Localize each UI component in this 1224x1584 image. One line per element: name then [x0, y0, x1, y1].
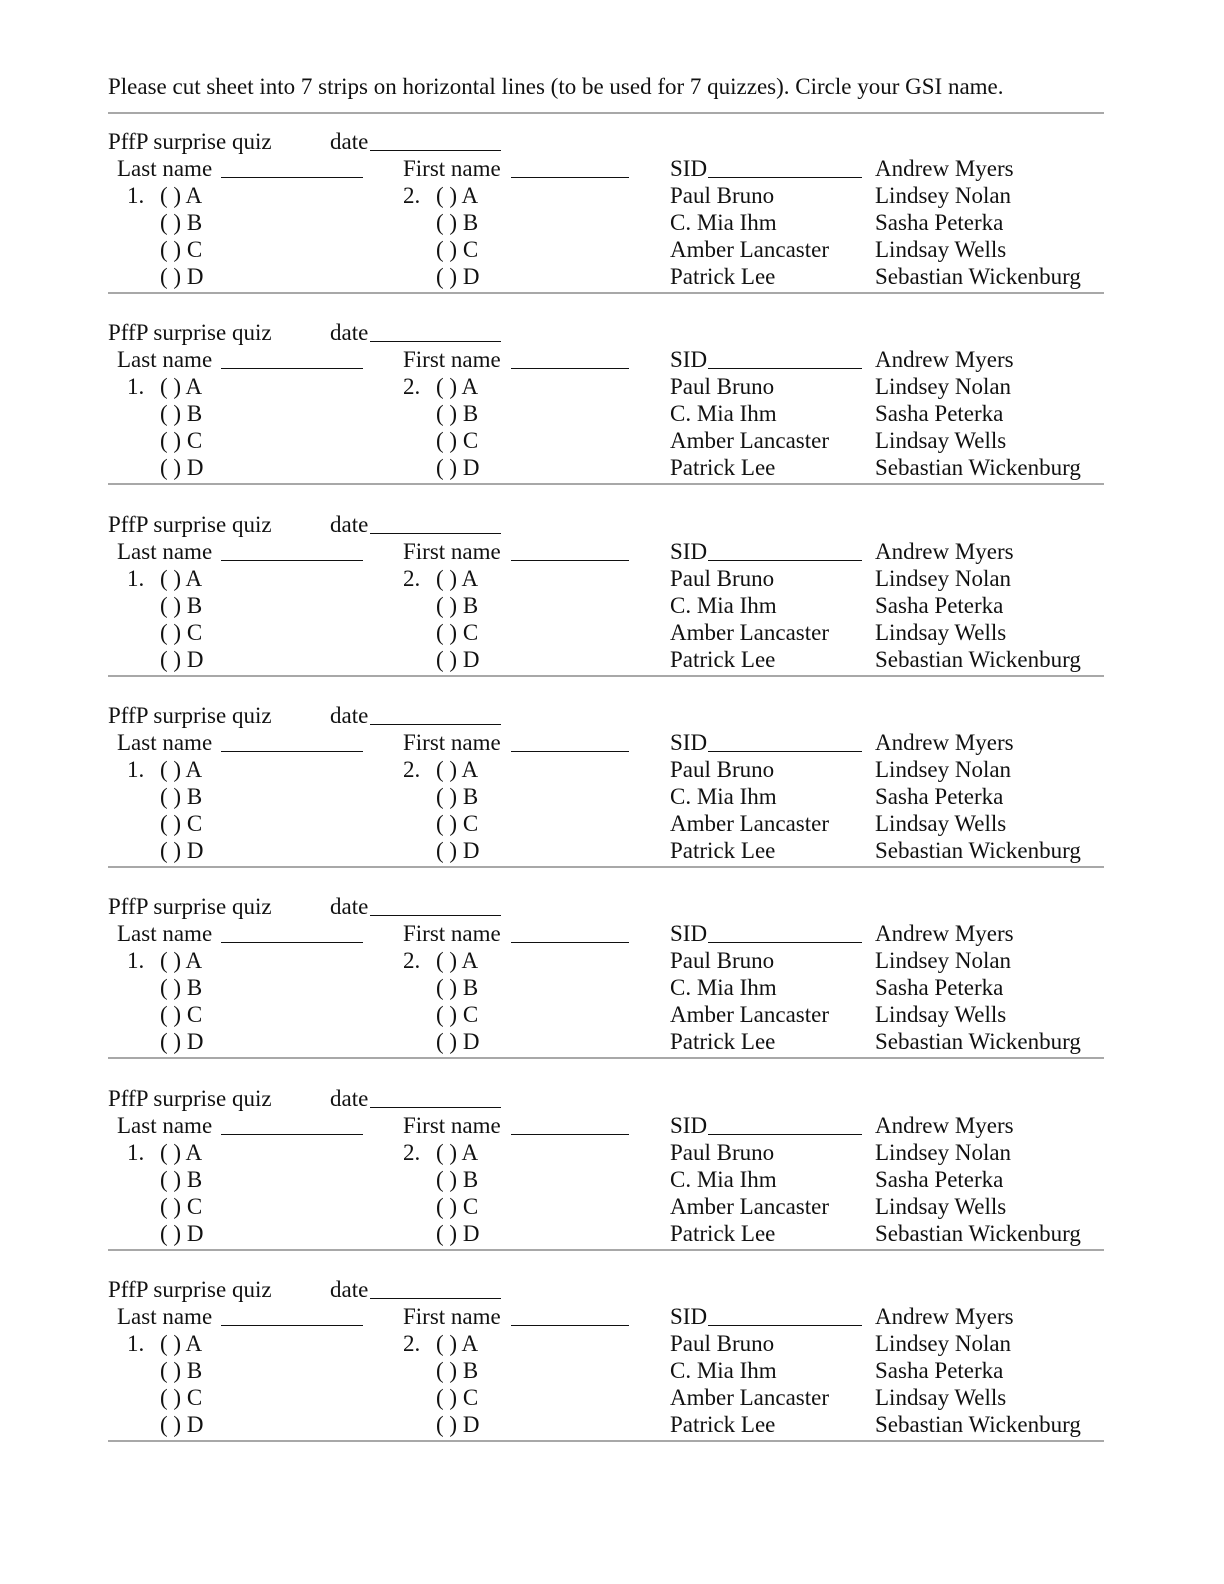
question-1-choice-d[interactable]: ( ) D — [160, 1221, 204, 1246]
last-name-blank[interactable] — [221, 1134, 363, 1135]
question-1-number: 1. — [127, 374, 145, 399]
sid-label: SID — [670, 539, 708, 564]
gsi-name[interactable]: Andrew Myers — [875, 539, 1014, 564]
question-1-number: 1. — [127, 566, 145, 591]
gsi-name[interactable]: Sebastian Wickenburg — [875, 647, 1081, 672]
cut-line — [108, 675, 1104, 677]
question-2-choice-c[interactable]: ( ) C — [436, 811, 479, 836]
gsi-name[interactable]: Sebastian Wickenburg — [875, 1221, 1081, 1246]
question-2-number: 2. — [403, 948, 421, 973]
date-blank[interactable] — [370, 1298, 501, 1299]
gsi-name[interactable]: Sasha Peterka — [875, 784, 1004, 809]
gsi-name[interactable]: Andrew Myers — [875, 730, 1014, 755]
question-2-choice-c[interactable]: ( ) C — [436, 1002, 479, 1027]
quiz-strip — [0, 497, 1224, 688]
gsi-name[interactable]: Lindsey Nolan — [875, 948, 1012, 973]
first-name-blank[interactable] — [511, 751, 629, 752]
question-2-choice-a[interactable]: ( ) A — [436, 1331, 479, 1356]
first-name-label: First name — [403, 1304, 501, 1329]
sid-blank[interactable] — [708, 942, 862, 943]
question-1-choice-d[interactable]: ( ) D — [160, 1029, 204, 1054]
first-name-label: First name — [403, 730, 501, 755]
gsi-name[interactable]: Patrick Lee — [670, 1221, 776, 1246]
gsi-name[interactable]: Andrew Myers — [875, 347, 1014, 372]
gsi-name[interactable]: Paul Bruno — [670, 183, 775, 208]
question-2-choice-c[interactable]: ( ) C — [436, 428, 479, 453]
gsi-name[interactable]: Sebastian Wickenburg — [875, 455, 1081, 480]
gsi-name[interactable]: Sebastian Wickenburg — [875, 1029, 1081, 1054]
gsi-name[interactable]: Sasha Peterka — [875, 593, 1004, 618]
gsi-name[interactable]: C. Mia Ihm — [670, 1167, 777, 1192]
question-2-choice-b[interactable]: ( ) B — [436, 401, 479, 426]
quiz-title: PffP surprise quiz — [108, 703, 272, 728]
quiz-title: PffP surprise quiz — [108, 129, 272, 154]
gsi-name[interactable]: Lindsay Wells — [875, 1002, 1007, 1027]
gsi-name[interactable]: Lindsey Nolan — [875, 1140, 1012, 1165]
question-2-choice-d[interactable]: ( ) D — [436, 838, 480, 863]
date-blank[interactable] — [370, 915, 501, 916]
cut-line — [108, 1440, 1104, 1442]
first-name-label: First name — [403, 539, 501, 564]
gsi-name[interactable]: Lindsey Nolan — [875, 374, 1012, 399]
gsi-name[interactable]: Lindsay Wells — [875, 811, 1007, 836]
first-name-blank[interactable] — [511, 368, 629, 369]
quiz-title: PffP surprise quiz — [108, 512, 272, 537]
cut-instructions: Please cut sheet into 7 strips on horizontal lines (to be used for 7 quizzes). Circle your GSI name. — [108, 74, 1004, 99]
question-1-choice-c[interactable]: ( ) C — [160, 1194, 203, 1219]
question-1-choice-b[interactable]: ( ) B — [160, 1358, 203, 1383]
gsi-name[interactable]: C. Mia Ihm — [670, 975, 777, 1000]
question-1-number: 1. — [127, 1140, 145, 1165]
first-name-blank[interactable] — [511, 942, 629, 943]
gsi-name[interactable]: Sebastian Wickenburg — [875, 838, 1081, 863]
first-name-label: First name — [403, 921, 501, 946]
question-2-choice-a[interactable]: ( ) A — [436, 1140, 479, 1165]
quiz-strip — [0, 688, 1224, 879]
cut-line — [108, 292, 1104, 294]
gsi-name[interactable]: Sasha Peterka — [875, 975, 1004, 1000]
last-name-blank[interactable] — [221, 368, 363, 369]
sid-label: SID — [670, 730, 708, 755]
gsi-name[interactable]: Amber Lancaster — [670, 811, 830, 836]
question-2-number: 2. — [403, 1140, 421, 1165]
gsi-name[interactable]: Patrick Lee — [670, 455, 776, 480]
question-2-choice-a[interactable]: ( ) A — [436, 757, 479, 782]
question-2-choice-d[interactable]: ( ) D — [436, 1412, 480, 1437]
gsi-name[interactable]: Patrick Lee — [670, 264, 776, 289]
question-1-choice-a[interactable]: ( ) A — [160, 183, 203, 208]
quiz-strip — [0, 114, 1224, 305]
first-name-blank[interactable] — [511, 1325, 629, 1326]
quiz-strip — [0, 1262, 1224, 1453]
question-1-choice-b[interactable]: ( ) B — [160, 1167, 203, 1192]
question-1-number: 1. — [127, 1331, 145, 1356]
question-1-choice-c[interactable]: ( ) C — [160, 1385, 203, 1410]
quiz-strip — [0, 879, 1224, 1070]
question-2-choice-d[interactable]: ( ) D — [436, 1221, 480, 1246]
date-label: date — [330, 1277, 369, 1302]
question-1-choice-a[interactable]: ( ) A — [160, 757, 203, 782]
question-1-choice-a[interactable]: ( ) A — [160, 566, 203, 591]
gsi-name[interactable]: Patrick Lee — [670, 647, 776, 672]
last-name-blank[interactable] — [221, 751, 363, 752]
question-2-number: 2. — [403, 183, 421, 208]
question-1-choice-d[interactable]: ( ) D — [160, 455, 204, 480]
cut-line — [108, 1057, 1104, 1059]
question-2-choice-d[interactable]: ( ) D — [436, 1029, 480, 1054]
gsi-name[interactable]: Amber Lancaster — [670, 1385, 830, 1410]
quiz-title: PffP surprise quiz — [108, 894, 272, 919]
quiz-title: PffP surprise quiz — [108, 320, 272, 345]
last-name-label: Last name — [117, 921, 213, 946]
first-name-blank[interactable] — [511, 177, 629, 178]
cut-line — [108, 483, 1104, 485]
sid-label: SID — [670, 347, 708, 372]
date-label: date — [330, 894, 369, 919]
sid-blank[interactable] — [708, 1134, 862, 1135]
question-1-choice-c[interactable]: ( ) C — [160, 620, 203, 645]
quiz-strip — [0, 305, 1224, 496]
question-2-choice-c[interactable]: ( ) C — [436, 1194, 479, 1219]
first-name-label: First name — [403, 1113, 501, 1138]
date-blank[interactable] — [370, 341, 501, 342]
question-1-choice-a[interactable]: ( ) A — [160, 1140, 203, 1165]
question-2-choice-d[interactable]: ( ) D — [436, 647, 480, 672]
date-blank[interactable] — [370, 533, 501, 534]
gsi-name[interactable]: Paul Bruno — [670, 374, 775, 399]
gsi-name[interactable]: Paul Bruno — [670, 1331, 775, 1356]
question-1-choice-d[interactable]: ( ) D — [160, 647, 204, 672]
sid-blank[interactable] — [708, 751, 862, 752]
gsi-name[interactable]: Patrick Lee — [670, 1412, 776, 1437]
gsi-name[interactable]: Andrew Myers — [875, 1304, 1014, 1329]
question-2-choice-a[interactable]: ( ) A — [436, 183, 479, 208]
cut-line — [108, 866, 1104, 868]
sid-label: SID — [670, 921, 708, 946]
question-1-choice-d[interactable]: ( ) D — [160, 264, 204, 289]
gsi-name[interactable]: Lindsay Wells — [875, 237, 1007, 262]
date-label: date — [330, 512, 369, 537]
sid-label: SID — [670, 1113, 708, 1138]
question-1-number: 1. — [127, 948, 145, 973]
last-name-blank[interactable] — [221, 560, 363, 561]
gsi-name[interactable]: Lindsey Nolan — [875, 757, 1012, 782]
date-label: date — [330, 703, 369, 728]
gsi-name[interactable]: Paul Bruno — [670, 1140, 775, 1165]
date-blank[interactable] — [370, 150, 501, 151]
question-2-choice-b[interactable]: ( ) B — [436, 1167, 479, 1192]
gsi-name[interactable]: C. Mia Ihm — [670, 784, 777, 809]
gsi-name[interactable]: Paul Bruno — [670, 566, 775, 591]
date-blank[interactable] — [370, 1107, 501, 1108]
gsi-name[interactable]: Sasha Peterka — [875, 1167, 1004, 1192]
quiz-title: PffP surprise quiz — [108, 1277, 272, 1302]
date-label: date — [330, 1086, 369, 1111]
gsi-name[interactable]: Amber Lancaster — [670, 1194, 830, 1219]
question-2-choice-d[interactable]: ( ) D — [436, 455, 480, 480]
question-1-choice-b[interactable]: ( ) B — [160, 784, 203, 809]
gsi-name[interactable]: Sasha Peterka — [875, 210, 1004, 235]
sid-blank[interactable] — [708, 560, 862, 561]
last-name-blank[interactable] — [221, 942, 363, 943]
gsi-name[interactable]: Sebastian Wickenburg — [875, 1412, 1081, 1437]
last-name-blank[interactable] — [221, 177, 363, 178]
gsi-name[interactable]: Lindsey Nolan — [875, 1331, 1012, 1356]
gsi-name[interactable]: Sasha Peterka — [875, 1358, 1004, 1383]
question-2-choice-c[interactable]: ( ) C — [436, 237, 479, 262]
question-1-choice-c[interactable]: ( ) C — [160, 428, 203, 453]
gsi-name[interactable]: Sasha Peterka — [875, 401, 1004, 426]
date-label: date — [330, 129, 369, 154]
question-1-choice-c[interactable]: ( ) C — [160, 811, 203, 836]
question-1-choice-b[interactable]: ( ) B — [160, 210, 203, 235]
date-label: date — [330, 320, 369, 345]
last-name-label: Last name — [117, 156, 213, 181]
gsi-name[interactable]: Sebastian Wickenburg — [875, 264, 1081, 289]
last-name-blank[interactable] — [221, 1325, 363, 1326]
sid-blank[interactable] — [708, 1325, 862, 1326]
question-1-number: 1. — [127, 183, 145, 208]
question-1-choice-a[interactable]: ( ) A — [160, 1331, 203, 1356]
sid-blank[interactable] — [708, 368, 862, 369]
gsi-name[interactable]: Lindsey Nolan — [875, 566, 1012, 591]
question-2-choice-b[interactable]: ( ) B — [436, 975, 479, 1000]
gsi-name[interactable]: Andrew Myers — [875, 921, 1014, 946]
question-1-choice-b[interactable]: ( ) B — [160, 975, 203, 1000]
gsi-name[interactable]: C. Mia Ihm — [670, 1358, 777, 1383]
question-1-choice-c[interactable]: ( ) C — [160, 1002, 203, 1027]
question-2-choice-c[interactable]: ( ) C — [436, 620, 479, 645]
gsi-name[interactable]: C. Mia Ihm — [670, 593, 777, 618]
question-1-choice-d[interactable]: ( ) D — [160, 838, 204, 863]
gsi-name[interactable]: Lindsay Wells — [875, 428, 1007, 453]
date-blank[interactable] — [370, 724, 501, 725]
question-2-choice-a[interactable]: ( ) A — [436, 948, 479, 973]
question-1-choice-d[interactable]: ( ) D — [160, 1412, 204, 1437]
first-name-label: First name — [403, 156, 501, 181]
first-name-blank[interactable] — [511, 1134, 629, 1135]
gsi-name[interactable]: Lindsay Wells — [875, 1194, 1007, 1219]
question-1-number: 1. — [127, 757, 145, 782]
gsi-name[interactable]: Lindsey Nolan — [875, 183, 1012, 208]
sid-blank[interactable] — [708, 177, 862, 178]
gsi-name[interactable]: Amber Lancaster — [670, 1002, 830, 1027]
last-name-label: Last name — [117, 539, 213, 564]
gsi-name[interactable]: Lindsay Wells — [875, 620, 1007, 645]
question-2-choice-a[interactable]: ( ) A — [436, 374, 479, 399]
quiz-strip — [0, 1071, 1224, 1262]
question-2-number: 2. — [403, 566, 421, 591]
gsi-name[interactable]: C. Mia Ihm — [670, 210, 777, 235]
question-2-choice-a[interactable]: ( ) A — [436, 566, 479, 591]
question-2-choice-b[interactable]: ( ) B — [436, 210, 479, 235]
sid-label: SID — [670, 156, 708, 181]
question-2-number: 2. — [403, 1331, 421, 1356]
last-name-label: Last name — [117, 1113, 213, 1138]
gsi-name[interactable]: Patrick Lee — [670, 838, 776, 863]
gsi-name[interactable]: Paul Bruno — [670, 948, 775, 973]
question-2-choice-b[interactable]: ( ) B — [436, 1358, 479, 1383]
question-1-choice-a[interactable]: ( ) A — [160, 948, 203, 973]
question-1-choice-b[interactable]: ( ) B — [160, 401, 203, 426]
gsi-name[interactable]: Paul Bruno — [670, 757, 775, 782]
gsi-name[interactable]: Patrick Lee — [670, 1029, 776, 1054]
question-2-number: 2. — [403, 374, 421, 399]
gsi-name[interactable]: Lindsay Wells — [875, 1385, 1007, 1410]
last-name-label: Last name — [117, 730, 213, 755]
question-2-choice-b[interactable]: ( ) B — [436, 784, 479, 809]
question-1-choice-b[interactable]: ( ) B — [160, 593, 203, 618]
question-2-choice-b[interactable]: ( ) B — [436, 593, 479, 618]
cut-line — [108, 1249, 1104, 1251]
gsi-name[interactable]: Amber Lancaster — [670, 237, 830, 262]
question-2-choice-c[interactable]: ( ) C — [436, 1385, 479, 1410]
sid-label: SID — [670, 1304, 708, 1329]
gsi-name[interactable]: Andrew Myers — [875, 1113, 1014, 1138]
question-1-choice-a[interactable]: ( ) A — [160, 374, 203, 399]
first-name-blank[interactable] — [511, 560, 629, 561]
gsi-name[interactable]: Andrew Myers — [875, 156, 1014, 181]
gsi-name[interactable]: Amber Lancaster — [670, 620, 830, 645]
last-name-label: Last name — [117, 1304, 213, 1329]
question-2-number: 2. — [403, 757, 421, 782]
first-name-label: First name — [403, 347, 501, 372]
question-2-choice-d[interactable]: ( ) D — [436, 264, 480, 289]
question-1-choice-c[interactable]: ( ) C — [160, 237, 203, 262]
quiz-title: PffP surprise quiz — [108, 1086, 272, 1111]
gsi-name[interactable]: C. Mia Ihm — [670, 401, 777, 426]
last-name-label: Last name — [117, 347, 213, 372]
gsi-name[interactable]: Amber Lancaster — [670, 428, 830, 453]
